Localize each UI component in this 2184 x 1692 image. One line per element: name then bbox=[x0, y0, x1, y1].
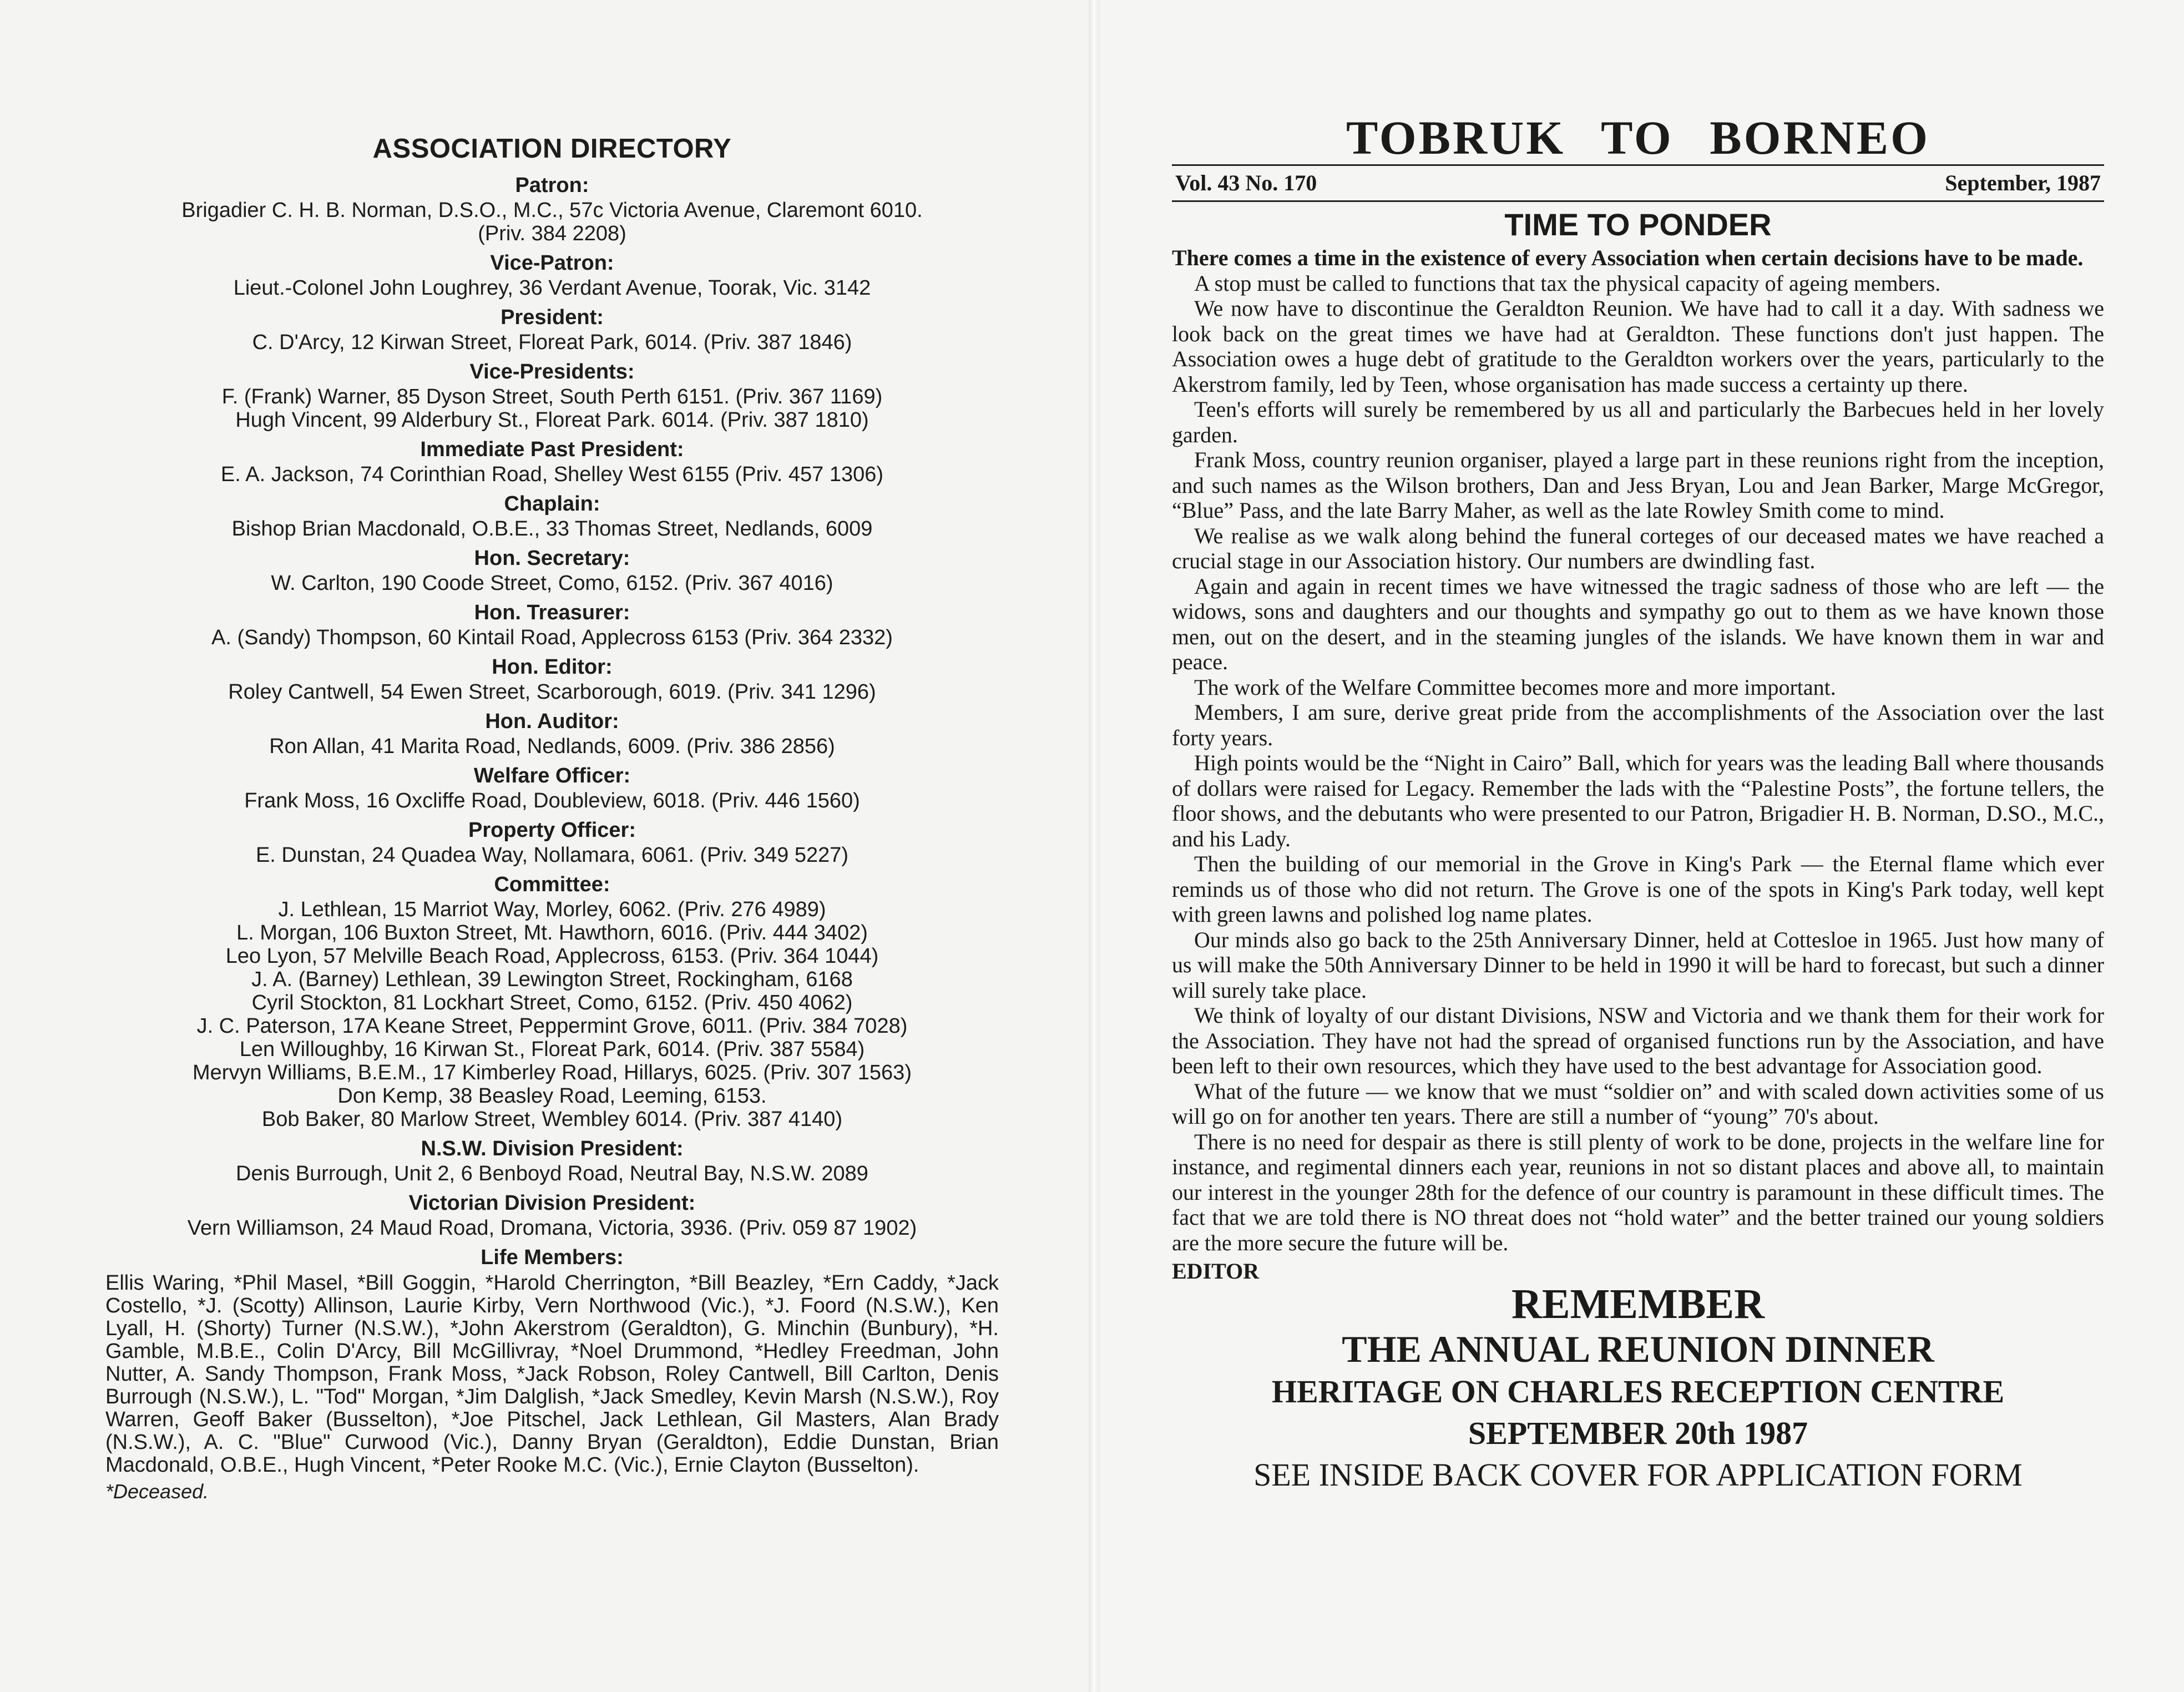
directory-entry: Denis Burrough, Unit 2, 6 Benboyd Road, Neutral Bay, N.S.W. 2089 bbox=[236, 1162, 868, 1185]
issue-volume: Vol. 43 No. 170 bbox=[1175, 170, 1317, 195]
article-lead: There comes a time in the existence of every Association when certain decisions have to be made. bbox=[1172, 245, 2084, 270]
section-entries bbox=[105, 789, 999, 812]
section-entries bbox=[105, 385, 999, 432]
section-entries bbox=[105, 626, 999, 649]
section-entries bbox=[105, 331, 999, 354]
article-paragraph: We now have to discontinue the Geraldton Reunion. We have had to call it a day. With sadness we look back on the great times we have had at Geraldton. These functions don't just happen. The Association owes a huge debt of gratitude to the Geraldton workers over the years, particularly to the Akerstrom family, led by Teen, whose organisation has made success a certainty up there. bbox=[1172, 296, 2104, 397]
directory-entry: Don Kemp, 38 Beasley Road, Leeming, 6153. bbox=[337, 1084, 767, 1108]
section-entries bbox=[105, 276, 999, 300]
article-paragraph: Again and again in recent times we have witnessed the tragic sadness of those who are left — the widows, sons and daughters and our thoughts and sympathy go out to them as we have known those men, out on the desert, and in the steaming jungles of the islands. We have known them in war and peace. bbox=[1172, 573, 2104, 674]
reunion-notice bbox=[1172, 1281, 2104, 1496]
association-directory bbox=[105, 133, 999, 1503]
directory-entry: J. C. Paterson, 17A Keane Street, Peppermint Grove, 6011. (Priv. 384 7028) bbox=[196, 1014, 908, 1038]
directory-entry: Vern Williamson, 24 Maud Road, Dromana, Victoria, 3936. (Priv. 059 87 1902) bbox=[187, 1216, 917, 1240]
editor-signature: EDITOR bbox=[1172, 1259, 1260, 1284]
section-label: Chaplain: bbox=[504, 492, 600, 516]
directory-entry: Hugh Vincent, 99 Alderbury St., Floreat Park. 6014. (Priv. 387 1810) bbox=[235, 408, 869, 432]
notice-event: THE ANNUAL REUNION DINNER bbox=[1342, 1328, 1934, 1370]
section-label: Hon. Auditor: bbox=[485, 710, 619, 733]
directory-section bbox=[105, 304, 999, 354]
section-label: Victorian Division President: bbox=[408, 1191, 696, 1215]
article-paragraph: Teen's efforts will surely be remembered by us all and particularly the Barbecues held in her lovely garden. bbox=[1172, 397, 2104, 447]
article-paragraph: The work of the Welfare Committee becomes more and more important. bbox=[1194, 674, 1836, 700]
directory-entry: Bob Baker, 80 Marlow Street, Wembley 6014. (Priv. 387 4140) bbox=[261, 1108, 843, 1131]
directory-section bbox=[105, 708, 999, 758]
section-entries bbox=[105, 735, 999, 758]
section-label: Vice-Patron: bbox=[490, 251, 614, 275]
directory-section bbox=[105, 654, 999, 704]
directory-entry: Lieut.-Colonel John Loughrey, 36 Verdant Avenue, Toorak, Vic. 3142 bbox=[233, 276, 871, 300]
article-paragraph: What of the future — we know that we must “soldier on” and with scaled down activities some of us will go on for another ten years. There are still a number of “young” 70's about. bbox=[1172, 1078, 2104, 1129]
notice-remember: REMEMBER bbox=[1511, 1281, 1765, 1327]
directory-entry: E. A. Jackson, 74 Corinthian Road, Shelley West 6155 (Priv. 457 1306) bbox=[220, 463, 884, 486]
directory-entry: Roley Cantwell, 54 Ewen Street, Scarborough, 6019. (Priv. 341 1296) bbox=[228, 680, 876, 704]
article-paragraph: Our minds also go back to the 25th Anniversary Dinner, held at Cottesloe in 1965. Just how many of us will make the 50th Anniversary Dinner to be held in 1990 it will be hard to forecast, but such a dinner will surely take place. bbox=[1172, 927, 2104, 1003]
notice-date: SEPTEMBER 20th 1987 bbox=[1468, 1415, 1808, 1451]
directory-entry: A. (Sandy) Thompson, 60 Kintail Road, Applecross 6153 (Priv. 364 2332) bbox=[211, 626, 893, 649]
masthead-rule-bottom bbox=[1172, 200, 2104, 202]
section-label: Vice-Presidents: bbox=[469, 360, 635, 383]
directory-section bbox=[105, 1190, 999, 1240]
directory-entry: L. Morgan, 106 Buxton Street, Mt. Hawthorn, 6016. (Priv. 444 3402) bbox=[236, 921, 868, 945]
directory-section bbox=[105, 491, 999, 541]
section-entries bbox=[105, 680, 999, 704]
section-label: Committee: bbox=[494, 873, 610, 896]
notice-instructions: SEE INSIDE BACK COVER FOR APPLICATION FORM bbox=[1253, 1457, 2023, 1493]
directory-section bbox=[105, 762, 999, 812]
directory-section bbox=[105, 436, 999, 486]
section-entries bbox=[105, 199, 999, 245]
article-body bbox=[1172, 245, 2104, 1255]
life-members-list: Ellis Waring, *Phil Masel, *Bill Goggin, *Harold Cherrington, *Bill Beazley, *Ern Caddy, *Jack Costello, *J. (Scotty) Allinson, Laurie Kirby, Vern Northwood (Vic.), *J. Foord (N.S.W.), Ken Lyall, H. (Shorty) Turner (N.S.W.), *John Akerstrom (Geraldton), G. Minchin (Bunbury), *H. Gamble, M.B.E., Colin D'Arcy, Bill McGillivray, *Noel Drummond, *Hedley Freedman, John Nutter, A. Sandy Thompson, Frank Moss, *Jack Robson, Roley Cantwell, Bill Carlton, Denis Burrough (N.S.W.), L. "Tod" Morgan, *Jim Dalglish, *Jack Smedley, Kevin Marsh (N.S.W.), Roy Warren, Geoff Baker (Busselton), *Joe Pitschel, Jack Lethlean, Gil Masters, Alan Brady (N.S.W.), A. C. "Blue" Curwood (Vic.), Danny Bryan (Geraldton), Eddie Dunstan, Brian Macdonald, O.B.E., Hugh Vincent, *Peter Rooke M.C. (Vic.), Ernie Clayton (Busselton). bbox=[105, 1271, 999, 1477]
article-paragraphs bbox=[1172, 271, 2104, 1256]
notice-venue: HERITAGE ON CHARLES RECEPTION CENTRE bbox=[1271, 1373, 2005, 1410]
section-label: Immediate Past President: bbox=[420, 438, 684, 461]
article-paragraph: We think of loyalty of our distant Divisions, NSW and Victoria and we thank them for their work for the Association. They have not had the spread of organised functions run by the Association, and have been left to their own resources, which they have used to the best advantage for Association good. bbox=[1172, 1003, 2104, 1078]
section-label: N.S.W. Division President: bbox=[421, 1137, 684, 1160]
directory-entry: C. D'Arcy, 12 Kirwan Street, Floreat Park, 6014. (Priv. 387 1846) bbox=[252, 331, 852, 354]
page-gutter bbox=[1089, 0, 1100, 1692]
section-entries bbox=[105, 572, 999, 595]
directory-entry: Cyril Stockton, 81 Lockhart Street, Como, 6152. (Priv. 450 4062) bbox=[251, 991, 853, 1014]
section-entries bbox=[105, 1216, 999, 1240]
directory-sections bbox=[105, 172, 999, 1240]
section-label: Property Officer: bbox=[468, 819, 636, 842]
directory-entry: Brigadier C. H. B. Norman, D.S.O., M.C., 57c Victoria Avenue, Claremont 6010. bbox=[181, 199, 923, 222]
directory-entry: F. (Frank) Warner, 85 Dyson Street, South Perth 6151. (Priv. 367 1169) bbox=[221, 385, 883, 408]
directory-entry: Len Willoughby, 16 Kirwan St., Floreat Park, 6014. (Priv. 387 5584) bbox=[239, 1038, 865, 1061]
directory-section bbox=[105, 545, 999, 595]
issue-info bbox=[1172, 166, 2104, 200]
directory-title: ASSOCIATION DIRECTORY bbox=[372, 134, 732, 164]
section-label: Hon. Secretary: bbox=[474, 547, 630, 570]
directory-section bbox=[105, 250, 999, 300]
section-entries bbox=[105, 898, 999, 1131]
directory-entry: Leo Lyon, 57 Melville Beach Road, Applecross, 6153. (Priv. 364 1044) bbox=[225, 945, 879, 968]
article-paragraph: There is no need for despair as there is still plenty of work to be done, projects in the welfare line for instance, and regimental dinners each year, reunions in not so distant places and above all, to maintain our interest in the younger 28th for the defence of our country is paramount in these difficult times. The fact that we are told there is NO threat does not “hold water” and the better trained our young soldiers are the more secure the future will be. bbox=[1172, 1129, 2104, 1255]
article-paragraph: A stop must be called to functions that tax the physical capacity of ageing members. bbox=[1194, 270, 1941, 296]
deceased-note: *Deceased. bbox=[105, 1480, 209, 1503]
article-paragraph: We realise as we walk along behind the funeral corteges of our deceased mates we have reached a crucial stage in our Association history. Our numbers are dwindling fast. bbox=[1172, 523, 2104, 573]
section-entries bbox=[105, 463, 999, 486]
directory-section bbox=[105, 817, 999, 867]
directory-entry: Frank Moss, 16 Oxcliffe Road, Doubleview, 6018. (Priv. 446 1560) bbox=[244, 789, 860, 812]
section-label: President: bbox=[501, 306, 604, 329]
directory-section bbox=[105, 172, 999, 245]
masthead: TOBRUK TO BORNEO bbox=[1346, 111, 1930, 164]
section-entries bbox=[105, 844, 999, 867]
directory-section bbox=[105, 871, 999, 1131]
directory-entry: J. Lethlean, 15 Marriot Way, Morley, 6062. (Priv. 276 4989) bbox=[278, 898, 826, 921]
directory-entry: J. A. (Barney) Lethlean, 39 Lewington Street, Rockingham, 6168 bbox=[251, 968, 853, 991]
section-entries bbox=[105, 517, 999, 541]
section-label: Hon. Editor: bbox=[492, 655, 613, 679]
section-label: Welfare Officer: bbox=[473, 764, 631, 787]
directory-section bbox=[105, 1135, 999, 1185]
issue-date: September, 1987 bbox=[1945, 170, 2101, 195]
section-entries bbox=[105, 1162, 999, 1185]
article-paragraph: Frank Moss, country reunion organiser, played a large part in these reunions right from the inception, and such names as the Wilson brothers, Dan and Jess Bryan, Lou and Jean Barker, Marge McGregor, “Blue” Pass, and the late Barry Maher, as well as the late Rowley Smith come to mind. bbox=[1172, 447, 2104, 523]
directory-section bbox=[105, 358, 999, 432]
directory-section bbox=[105, 599, 999, 649]
article-paragraph: Then the building of our memorial in the Grove in King's Park — the Eternal flame which ever reminds us of those who did not return. The Grove is one of the spots in King's Park today, well kept with green lawns and polished log name plates. bbox=[1172, 851, 2104, 927]
section-label: Patron: bbox=[515, 174, 589, 197]
directory-entry: (Priv. 384 2208) bbox=[478, 222, 626, 245]
directory-entry: E. Dunstan, 24 Quadea Way, Nollamara, 6061. (Priv. 349 5227) bbox=[255, 844, 849, 867]
newsletter-page bbox=[1172, 111, 2104, 1496]
directory-entry: Mervyn Williams, B.E.M., 17 Kimberley Road, Hillarys, 6025. (Priv. 307 1563) bbox=[193, 1061, 912, 1084]
article-paragraph: Members, I am sure, derive great pride from the accomplishments of the Association over the last forty years. bbox=[1172, 700, 2104, 750]
life-members-label: Life Members: bbox=[481, 1246, 624, 1269]
article-title: TIME TO PONDER bbox=[1504, 207, 1772, 242]
directory-entry: W. Carlton, 190 Coode Street, Como, 6152. (Priv. 367 4016) bbox=[271, 572, 833, 595]
section-label: Hon. Treasurer: bbox=[474, 601, 630, 624]
directory-entry: Bishop Brian Macdonald, O.B.E., 33 Thomas Street, Nedlands, 6009 bbox=[231, 517, 873, 541]
directory-entry: Ron Allan, 41 Marita Road, Nedlands, 6009. (Priv. 386 2856) bbox=[269, 735, 835, 758]
article-paragraph: High points would be the “Night in Cairo” Ball, which for years was the leading Ball where thousands of dollars were raised for Legacy. Remember the lads with the “Palestine Posts”, the fortune tellers, the floor shows, and the debutants who were presented to our Patron, Brigadier H. B. Norman, D.SO., M.C., and his Lady. bbox=[1172, 750, 2104, 851]
